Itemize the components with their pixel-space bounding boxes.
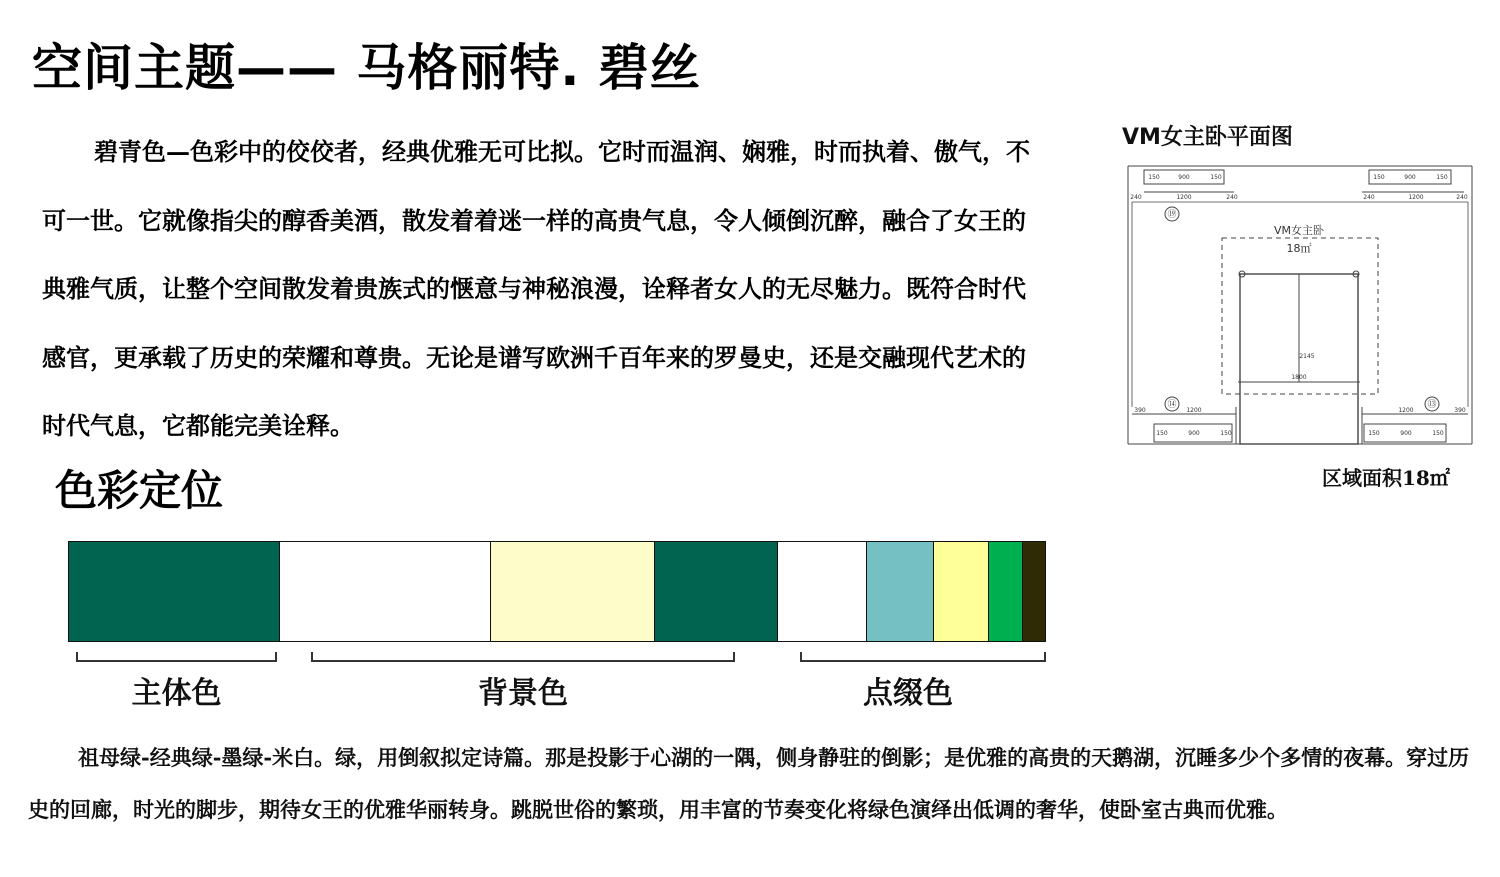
- plan-room-name: VM女主卧: [1273, 224, 1325, 237]
- plan-dim-label: 900: [1188, 430, 1200, 437]
- plan-dim-label: 150: [1210, 174, 1222, 181]
- floor-plan-drawing: [1124, 162, 1476, 452]
- intro-text: 碧青色—色彩中的佼佼者，经典优雅无可比拟。它时而温润、娴雅，时而执着、傲气，不可一世。它就像指尖的醇香美酒，散发着着迷一样的高贵气息，令人倾倒沉醉，融合了女王的典雅气质，让整个空间散发着贵族式的惬意与神秘浪漫，诠释者女人的无尽魅力。既符合时代感官，更承载了历史的荣耀和尊贵。无论是谱写欧洲千百年来的罗曼史，还是交融现代艺术的时代气息，它都能完美诠释。: [42, 137, 1030, 440]
- plan-dim-label: 900: [1400, 430, 1412, 437]
- page-title: 空间主题—— 马格丽特. 碧丝: [32, 39, 701, 97]
- plan-dim-label: 900: [1404, 174, 1416, 181]
- plan-dim-label: 1200: [1186, 407, 1202, 414]
- plan-marker-label: ⑭: [1167, 400, 1177, 410]
- color-swatch-9: [1023, 542, 1045, 641]
- plan-dim-label: 900: [1178, 174, 1190, 181]
- plan-dim-label: 240: [1226, 194, 1238, 201]
- main-color-label: 主体色: [131, 676, 222, 711]
- color-positioning-heading: 色彩定位: [55, 466, 224, 515]
- color-swatch-1: [69, 542, 280, 641]
- background-color-bracket: [311, 652, 735, 662]
- plan-dim-label: 240: [1456, 194, 1468, 201]
- plan-bed-area: [1222, 238, 1378, 394]
- closing-text: 祖母绿-经典绿-墨绿-米白。绿，用倒叙拟定诗篇。那是投影于心湖的一隅，侧身静驻的倒影；是优雅的高贵的天鹅湖，沉睡多少个多情的夜幕。穿过历史的回廊，时光的脚步，期待女王的优雅华丽转身。跳脱世俗的繁琐，用丰富的节奏变化将绿色演绎出低调的奢华，使卧室古典而优雅。: [28, 745, 1470, 822]
- plan-dim-label: 1200: [1408, 194, 1424, 201]
- intro-paragraph: [42, 118, 1042, 461]
- accent-color-bracket: [800, 652, 1046, 662]
- color-swatch-7: [934, 542, 989, 641]
- background-color-label: 背景色: [478, 676, 568, 711]
- main-color-bracket: [76, 652, 277, 662]
- plan-dim-label: 150: [1368, 430, 1380, 437]
- plan-dim-label: 390: [1134, 407, 1146, 414]
- color-swatch-3: [491, 542, 656, 641]
- plan-marker-label: ⑬: [1427, 400, 1437, 410]
- color-palette-bar: [68, 541, 1046, 642]
- plan-dim-label: 2145: [1299, 353, 1315, 360]
- plan-marker-label: ⑲: [1167, 210, 1177, 220]
- plan-dim-label: 150: [1436, 174, 1448, 181]
- color-swatch-2: [280, 542, 491, 641]
- plan-dim-label: 150: [1373, 174, 1385, 181]
- color-swatch-8: [989, 542, 1023, 641]
- plan-dim-label: 1200: [1398, 407, 1414, 414]
- plan-dim-label: 390: [1454, 407, 1466, 414]
- plan-room-area: 18㎡: [1286, 242, 1312, 255]
- plan-dim-label: 1800: [1291, 374, 1307, 381]
- color-swatch-5: [778, 542, 867, 641]
- plan-dim-label: 150: [1148, 174, 1160, 181]
- floor-plan-area-caption: 区域面积18㎡: [1322, 466, 1450, 490]
- color-swatch-6: [867, 542, 934, 641]
- closing-paragraph: [28, 732, 1478, 835]
- color-swatch-4: [655, 542, 778, 641]
- plan-dim-label: 240: [1363, 194, 1375, 201]
- accent-color-label: 点缀色: [863, 676, 953, 711]
- floor-plan-title: VM女主卧平面图: [1122, 125, 1293, 150]
- plan-dim-label: 1200: [1176, 194, 1192, 201]
- plan-dim-label: 150: [1220, 430, 1232, 437]
- plan-dim-label: 150: [1432, 430, 1444, 437]
- plan-dim-label: 240: [1130, 194, 1142, 201]
- plan-dim-label: 150: [1156, 430, 1168, 437]
